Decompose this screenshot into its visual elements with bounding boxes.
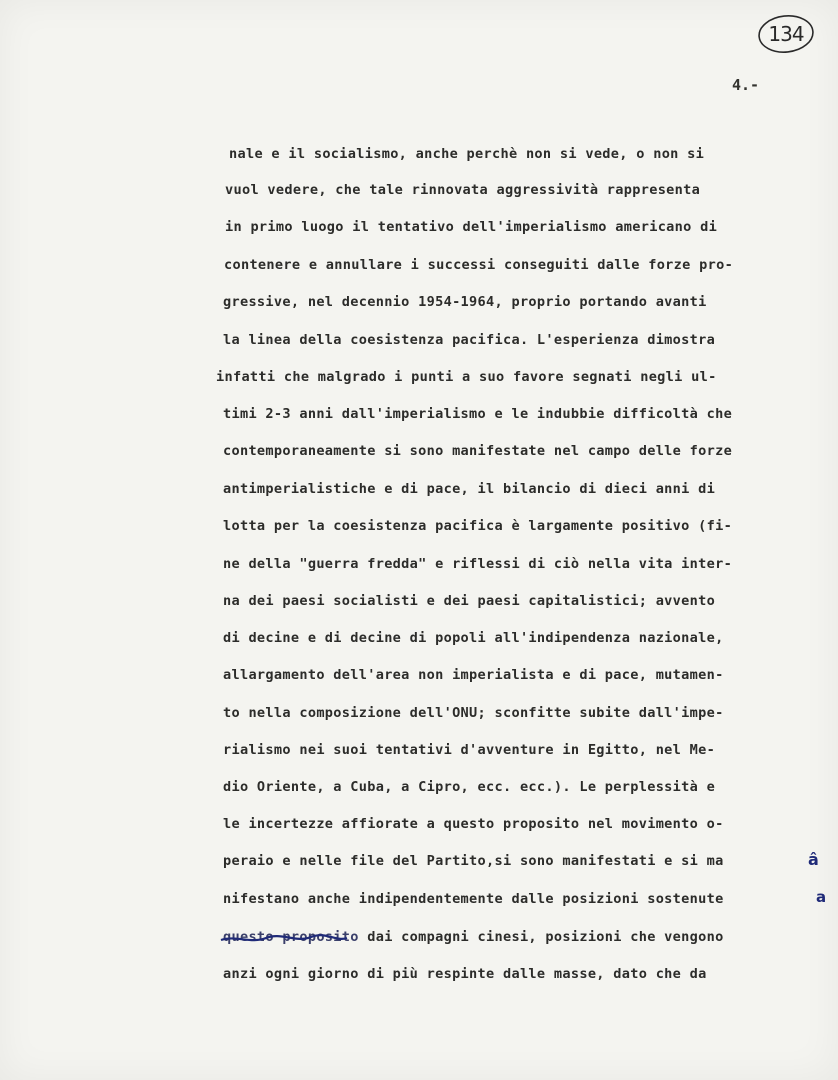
text-line-23: anzi ogni giorno di più respinte dalle masse, dato che da [223,966,707,982]
text-line-10: antimperialistiche e di pace, il bilancio di dieci anni di [223,481,716,497]
text-line-8: timi 2-3 anni dall'imperialismo e le indubbie difficoltà che [223,406,733,422]
archive-number: 134 [768,22,804,46]
text-line-15: allargamento dell'area non imperialista e di pace, mutamen- [223,667,724,683]
struck-words: questo proposito [223,929,359,945]
text-line-9: contemporaneamente si sono manifestate nel campo delle forze [223,443,733,459]
text-line-7: infatti che malgrado i punti a suo favore segnati negli ul- [216,369,717,385]
text-line-12: ne della "guerra fredda" e riflessi di ciò nella vita inter- [223,556,733,572]
text-line-14: di decine e di decine di popoli all'indipendenza nazionale, [223,630,724,646]
strikethrough-scribble-icon [221,931,347,947]
text-line-13: na dei paesi socialisti e dei paesi capitalistici; avvento [223,593,716,609]
text-line-20: peraio e nelle file del Partito,si sono manifestati e si ma [223,853,724,869]
text-line-21: nifestano anche indipendentemente dalle posizioni sostenute [223,891,724,907]
text-line-11: lotta per la coesistenza pacifica è largamente positivo (fi- [223,518,733,534]
text-line-19: le incertezze affiorate a questo proposito nel movimento o- [223,816,724,832]
struck-text [223,929,359,945]
text-line-6: la linea della coesistenza pacifica. L'esperienza dimostra [223,332,716,348]
handwritten-margin-mark: a [816,888,827,906]
text-line-5: gressive, nel decennio 1954-1964, proprio portando avanti [223,294,707,310]
text-line-3: in primo luogo il tentativo dell'imperialismo americano di [225,219,718,235]
text-line-18: dio Oriente, a Cuba, a Cipro, ecc. ecc.). Le perplessità e [223,779,716,795]
text-line-1: nale e il socialismo, anche perchè non si vede, o non si [229,146,705,162]
text-line-22 [223,929,724,945]
text-line-16: to nella composizione dell'ONU; sconfitte subite dall'impe- [223,705,724,721]
handwritten-correction-mark: â [808,850,819,869]
text-line-17: rialismo nei suoi tentativi d'avventure in Egitto, nel Me- [223,742,716,758]
page-number: 4.- [732,76,760,94]
text-line-2: vuol vedere, che tale rinnovata aggressività rappresenta [225,182,701,198]
text-line-22-rest: dai compagni cinesi, posizioni che vengono [358,929,724,945]
text-line-4: contenere e annullare i successi conseguiti dalle forze pro- [224,257,734,273]
